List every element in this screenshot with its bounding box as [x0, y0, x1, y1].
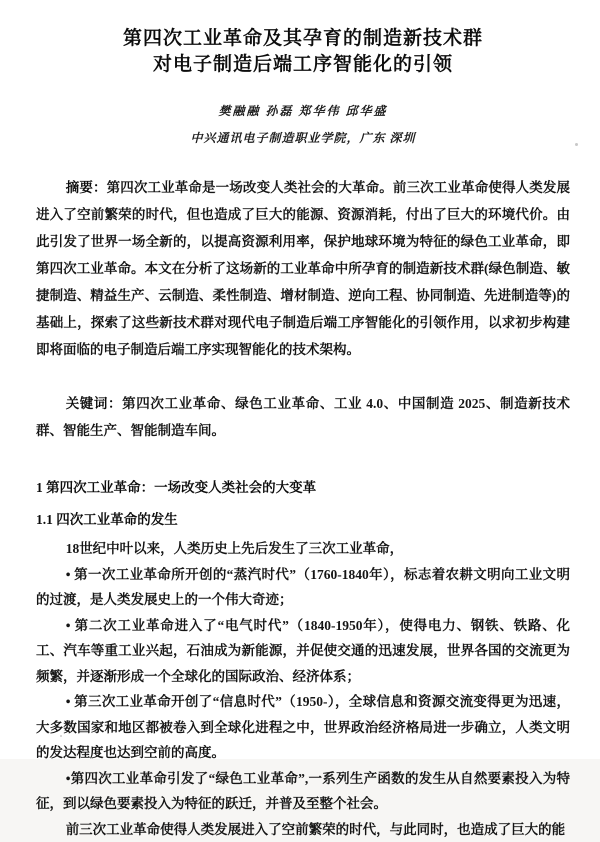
- bullet-fourth-revolution: •第四次工业革命引发了“绿色工业革命”,一系列生产函数的发生从自然要素投入为特征，到以绿色要素投入为特征的跃迁，并普及至整个社会。: [36, 766, 570, 817]
- bullet-second-revolution: • 第二次工业革命进入了“电气时代”（1840-1950年），使得电力、钢铁、铁路、化工、汽车等重工业兴起，石油成为新能源，并促使交通的迅速发展，世界各国的交流更为频繁，并逐渐形成一个全球化的国际政治、经济体系；: [36, 613, 570, 690]
- closing-paragraph: 前三次工业革命使得人类发展进入了空前繁荣的时代，与此同时，也造成了巨大的能: [36, 817, 570, 842]
- abstract-text: 第四次工业革命是一场改变人类社会的大革命。前三次工业革命使得人类发展进入了空前繁荣的时代，但也造成了巨大的能源、资源消耗，付出了巨大的环境代价。由此引发了世界一场全新的，以提高资源利用率，保护地球环境为特征的绿色工业革命，即第四次工业革命。本文在分析了这场新的工业革命中所孕育的制造新技术群(绿色制造、敏捷制造、精益生产、云制造、柔性制造、增材制造、逆向工程、协同制造、先进制造等)的基础上，探索了这些新技术群对现代电子制造后端工序智能化的引领作用，以求初步构建即将面临的电子制造后端工序实现智能化的技术架构。: [36, 180, 570, 357]
- affiliation-line: 中兴通讯电子制造职业学院，广东 深圳: [36, 129, 570, 146]
- section-1-heading: 1 第四次工业革命：一场改变人类社会的大变革: [36, 478, 570, 498]
- bullet-third-revolution: • 第三次工业革命开创了“信息时代”（1950-），全球信息和资源交流变得更为迅速，大多数国家和地区都被卷入到全球化进程之中，世界政治经济格局进一步确立，人类文明的发达程度也达到空前的高度。: [36, 689, 570, 766]
- scan-artifact-dot: [575, 143, 578, 146]
- section-intro-paragraph: 18世纪中叶以来，人类历史上先后发生了三次工业革命，: [36, 536, 570, 562]
- section-1-1-heading: 1.1 四次工业革命的发生: [36, 510, 570, 530]
- paper-title-line1: 第四次工业革命及其孕育的制造新技术群: [123, 28, 483, 49]
- keywords-paragraph: [36, 390, 570, 444]
- abstract-paragraph: [36, 174, 570, 363]
- keywords-label: 关键词：: [66, 396, 122, 411]
- authors-line: 樊融融 孙磊 郑华伟 邱华盛: [36, 102, 570, 119]
- paper-title: [36, 26, 570, 78]
- abstract-label: 摘要：: [66, 180, 107, 195]
- bullet-first-revolution: • 第一次工业革命所开创的“蒸汽时代”（1760-1840年），标志着农耕文明向工业文明的过渡，是人类发展史上的一个伟大奇迹；: [36, 562, 570, 613]
- scan-artifact-dot: [60, 735, 62, 737]
- keywords-text: 第四次工业革命、绿色工业革命、工业 4.0、中国制造 2025、制造新技术群、智能生产、智能制造车间。: [36, 396, 570, 438]
- paper-title-line2: 对电子制造后端工序智能化的引领: [153, 54, 453, 75]
